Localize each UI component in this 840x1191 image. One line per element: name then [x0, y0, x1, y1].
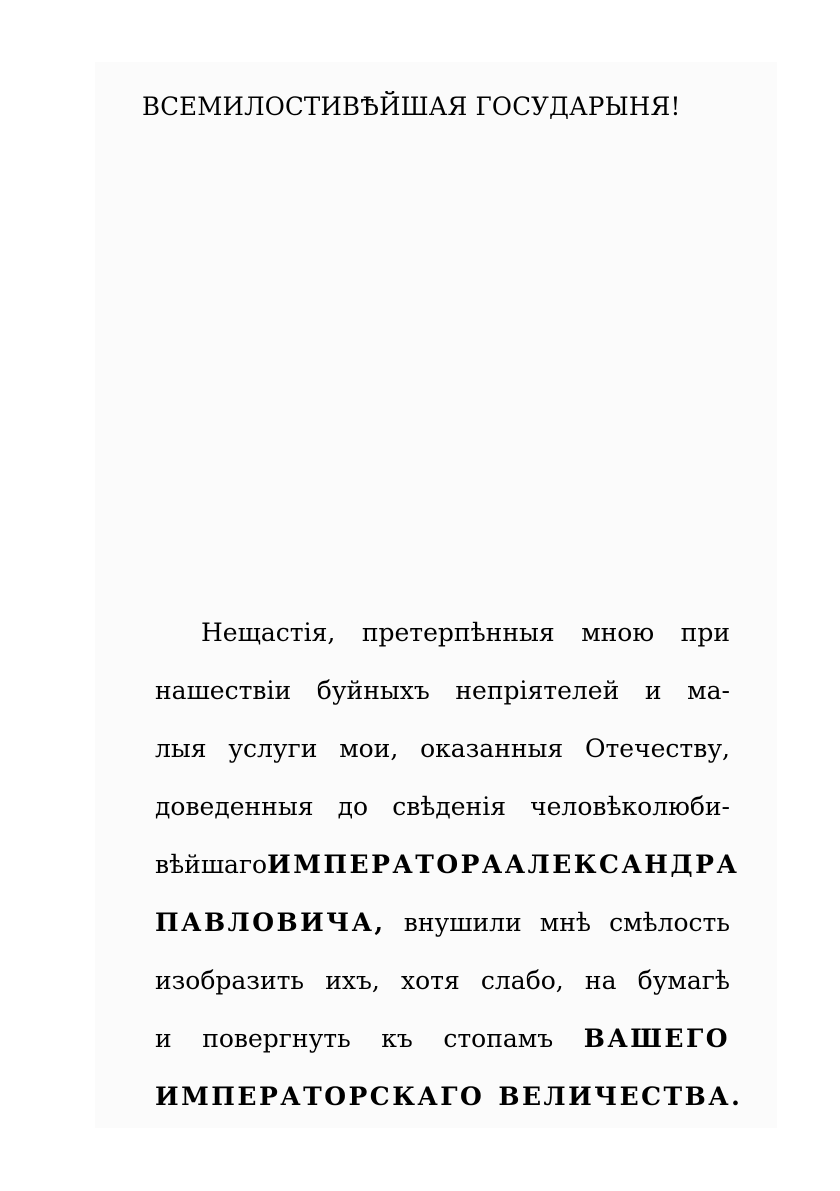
text-line: [155, 662, 730, 720]
word: внушили: [403, 908, 522, 937]
word: ма-: [687, 676, 730, 705]
word: хотя: [401, 966, 460, 995]
word: Нещастія,: [201, 618, 336, 647]
word: АЛЕКСАНДРА: [504, 850, 740, 879]
word: смѣлость: [609, 908, 730, 937]
text-line: [155, 894, 730, 952]
word: человѣколюби-: [530, 792, 730, 821]
word: повергнуть: [202, 1024, 351, 1053]
word: услуги: [228, 734, 318, 763]
word: до: [337, 792, 369, 821]
word: ПАВЛОВИЧА,: [155, 908, 386, 937]
word: мнѣ: [539, 908, 591, 937]
word: свѣденія: [392, 792, 506, 821]
text-line: [155, 836, 740, 894]
text-line: [155, 604, 730, 662]
word: доведенныя: [155, 792, 314, 821]
word: слабо,: [480, 966, 564, 995]
word: ИМПЕРАТОРА: [267, 850, 505, 879]
word: и: [644, 676, 662, 705]
word: бумагѣ: [637, 966, 730, 995]
salutation-heading: ВСЕМИЛОСТИВѢЙШАЯ ГОСУДАРЫНЯ!: [142, 92, 681, 121]
word: оказанныя: [420, 734, 564, 763]
text-line: [155, 1010, 730, 1068]
word: и: [155, 1024, 172, 1053]
word: Отечеству,: [584, 734, 730, 763]
word: ВАШЕГО: [583, 1024, 730, 1053]
word: буйныхъ: [316, 676, 430, 705]
word: ВЕЛИЧЕСТВА.: [498, 1082, 743, 1111]
text-line: [155, 778, 730, 836]
word: лыя: [155, 734, 207, 763]
word: претерпѣнныя: [361, 618, 555, 647]
text-line: [155, 952, 730, 1010]
word: на: [584, 966, 617, 995]
word: мною: [581, 618, 655, 647]
word: мои,: [339, 734, 399, 763]
word: изобразить: [155, 966, 305, 995]
text-line: [155, 1068, 743, 1126]
word: непріятелей: [455, 676, 620, 705]
word: стопамъ: [443, 1024, 554, 1053]
word: при: [680, 618, 730, 647]
word: ихъ,: [325, 966, 380, 995]
word: ИМПЕРАТОРСКАГО: [155, 1082, 485, 1111]
word: вѣйшаго: [155, 850, 268, 879]
dedication-paragraph: [155, 604, 743, 1126]
text-line: [155, 720, 730, 778]
word: къ: [381, 1024, 413, 1053]
word: нашествіи: [155, 676, 292, 705]
